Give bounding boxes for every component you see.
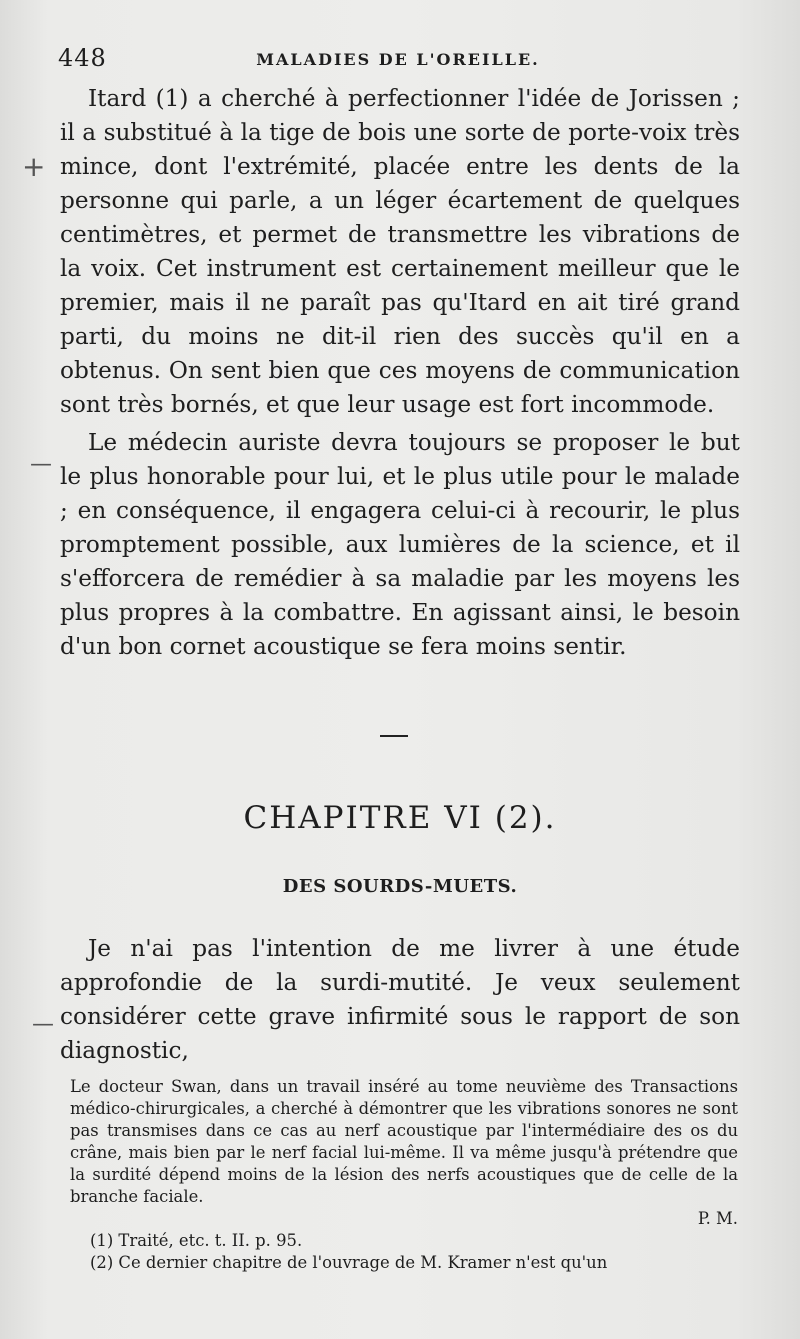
chapter-title: CHAPITRE VI (2). xyxy=(243,800,557,836)
margin-dash-mark: — xyxy=(32,1012,54,1037)
footnotes xyxy=(70,1076,738,1274)
footnote-2: (2) Ce dernier chapitre de l'ouvrage de M. Kramer n'est qu'un xyxy=(90,1253,608,1272)
running-head: MALADIES DE L'OREILLE. xyxy=(256,50,540,69)
margin-plus-mark: + xyxy=(22,150,46,183)
footnote-1: (1) Traité, etc. t. II. p. 95. xyxy=(90,1231,303,1250)
footnote-signature: P. M. xyxy=(697,1209,738,1228)
chapter-subtitle: DES SOURDS-MUETS. xyxy=(282,876,518,897)
section-separator xyxy=(380,735,408,737)
footnote-text: Le docteur Swan, dans un travail inséré au tome neuvième des Transactions médico-chirurgicales, a cherché à démontrer que les vibrations sonores ne sont pas transmises dans ce cas au nerf acoustique par l'intermédiaire des os du crâne, mais bien par le nerf facial lui-même. Il va même jusqu'à prétendre que la surdité dépend moins de la lésion des nerfs acoustiques que de celle de la branche faciale. xyxy=(70,1077,738,1206)
page-header xyxy=(58,44,738,74)
paragraph-text: Le médecin auriste devra toujours se proposer le but le plus honorable pour lui, et le plus utile pour le malade ; en conséquence, il engagera celui-ci à recourir, le plus promptement possible, aux lumières de la science, et il s'efforcera de remédier à sa maladie par les moyens les plus propres à la combattre. En agissant ainsi, le besoin d'un bon cornet acoustique se fera moins sentir. xyxy=(60,429,740,660)
body-paragraph xyxy=(60,426,740,664)
page-number: 448 xyxy=(58,44,107,72)
footnote-continued xyxy=(70,1076,738,1230)
chapter-paragraph xyxy=(60,932,740,1068)
paragraph-text: Je n'ai pas l'intention de me livrer à une étude approfondie de la surdi-mutité. Je veux seulement considérer cette grave infirmité sous le rapport de son diagnostic, xyxy=(60,935,740,1064)
body-paragraph xyxy=(60,82,740,422)
paragraph-text: Itard (1) a cherché à perfectionner l'idée de Jorissen ; il a substitué à la tige de bois une sorte de porte-voix très mince, dont l'extrémité, placée entre les dents de la personne qui parle, a un léger écartement de quelques centimètres, et permet de transmettre les vibrations de la voix. Cet instrument est certainement meilleur que le premier, mais il ne paraît pas qu'Itard en ait tiré grand parti, du moins ne dit-il rien des succès qu'il en a obtenus. On sent bien que ces moyens de communication sont très bornés, et que leur usage est fort incommode. xyxy=(60,85,740,418)
margin-dash-mark: — xyxy=(30,452,52,477)
